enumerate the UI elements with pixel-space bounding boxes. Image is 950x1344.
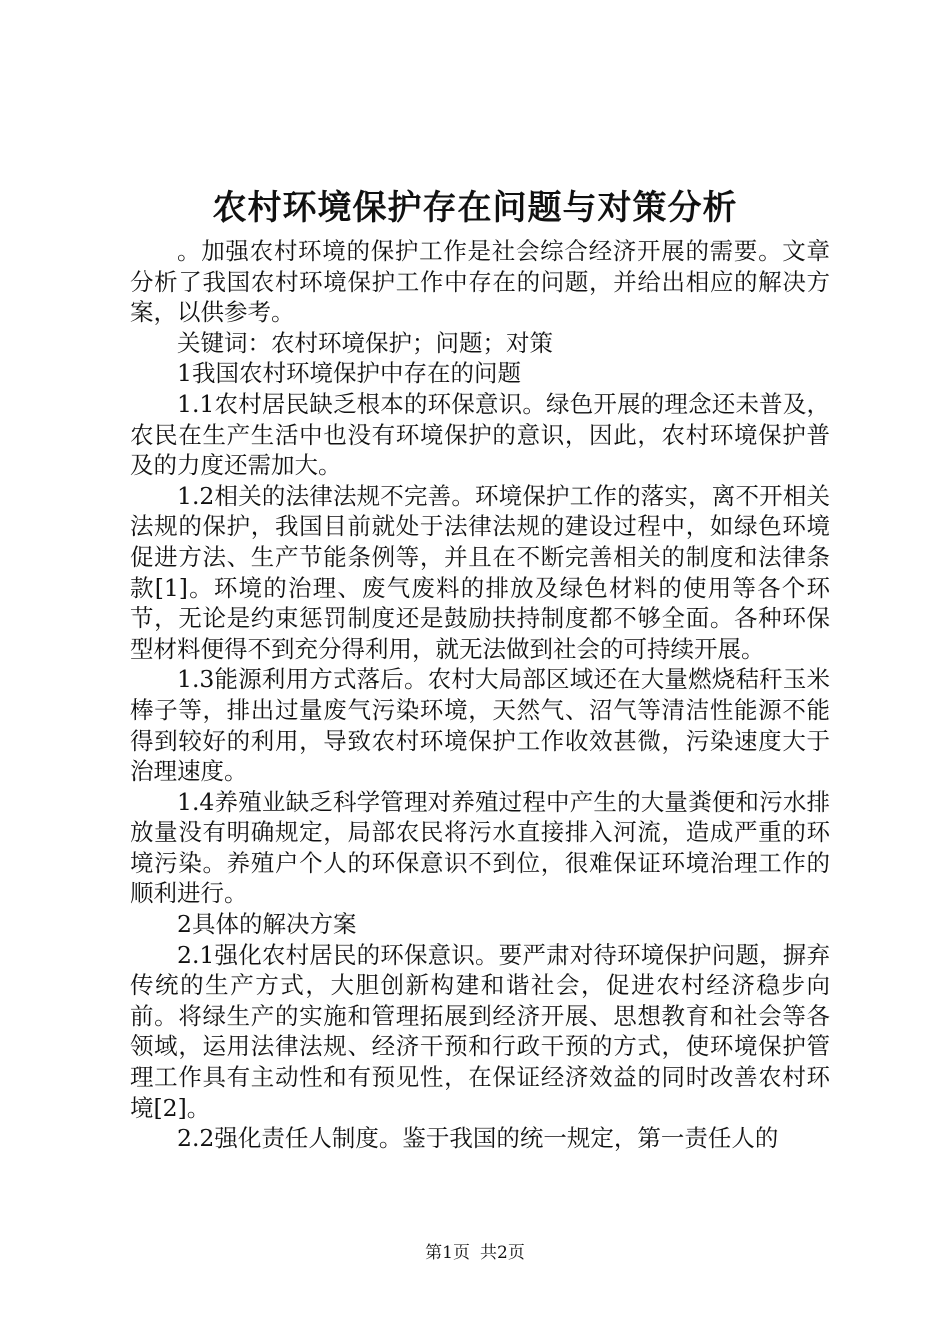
section-heading-1: 1我国农村环境保护中存在的问题 <box>177 359 521 388</box>
page-footer <box>0 1240 950 1266</box>
page-number-total: 共2页 <box>480 1243 525 1263</box>
paragraph-1-1: 1.1农村居民缺乏根本的环保意识。绿色开展的理念还未普及，农民在生产生活中也没有环境保护的意识，因此，农村环境保护普及的力度还需加大。 <box>130 389 830 480</box>
page-number-current: 第1页 <box>425 1243 470 1263</box>
keywords-line: 关键词：农村环境保护；问题；对策 <box>177 328 553 357</box>
paragraph-1-3: 1.3能源利用方式落后。农村大局部区域还在大量燃烧秸秆玉米棒子等，排出过量废气污染环境，天然气、沼气等清洁性能源不能得到较好的利用，导致农村环境保护工作收效甚微，污染速度大于治理速度。 <box>130 665 830 786</box>
paragraph-2-1: 2.1强化农村居民的环保意识。要严肃对待环境保护问题，摒弃传统的生产方式，大胆创新构建和谐社会，促进农村经济稳步向前。将绿生产的实施和管理拓展到经济开展、思想教育和社会等各领域，运用法律法规、经济干预和行政干预的方式，使环境保护管理工作具有主动性和有预见性，在保证经济效益的同时改善农村环境[2]。 <box>130 940 830 1122</box>
paragraph-1-4: 1.4养殖业缺乏科学管理对养殖过程中产生的大量粪便和污水排放量没有明确规定，局部农民将污水直接排入河流，造成严重的环境污染。养殖户个人的环保意识不到位，很难保证环境治理工作的顺利进行。 <box>130 787 830 908</box>
document-title: 农村环境保护存在问题与对策分析 <box>212 188 738 228</box>
section-heading-2: 2具体的解决方案 <box>177 910 357 939</box>
paragraph-2-2: 2.2强化责任人制度。鉴于我国的统一规定，第一责任人的 <box>177 1124 779 1153</box>
abstract-paragraph: 。加强农村环境的保护工作是社会综合经济开展的需要。文章分析了我国农村环境保护工作中存在的问题，并给出相应的解决方案，以供参考。 <box>130 237 830 327</box>
paragraph-1-2: 1.2相关的法律法规不完善。环境保护工作的落实，离不开相关法规的保护，我国目前就处于法律法规的建设过程中，如绿色环境促进方法、生产节能条例等，并且在不断完善相关的制度和法律条款[1]。环境的治理、废气废料的排放及绿色材料的使用等各个环节，无论是约束惩罚制度还是鼓励扶持制度都不够全面。各种环保型材料便得不到充分得利用，就无法做到社会的可持续开展。 <box>130 481 830 663</box>
document-body <box>130 236 830 1154</box>
